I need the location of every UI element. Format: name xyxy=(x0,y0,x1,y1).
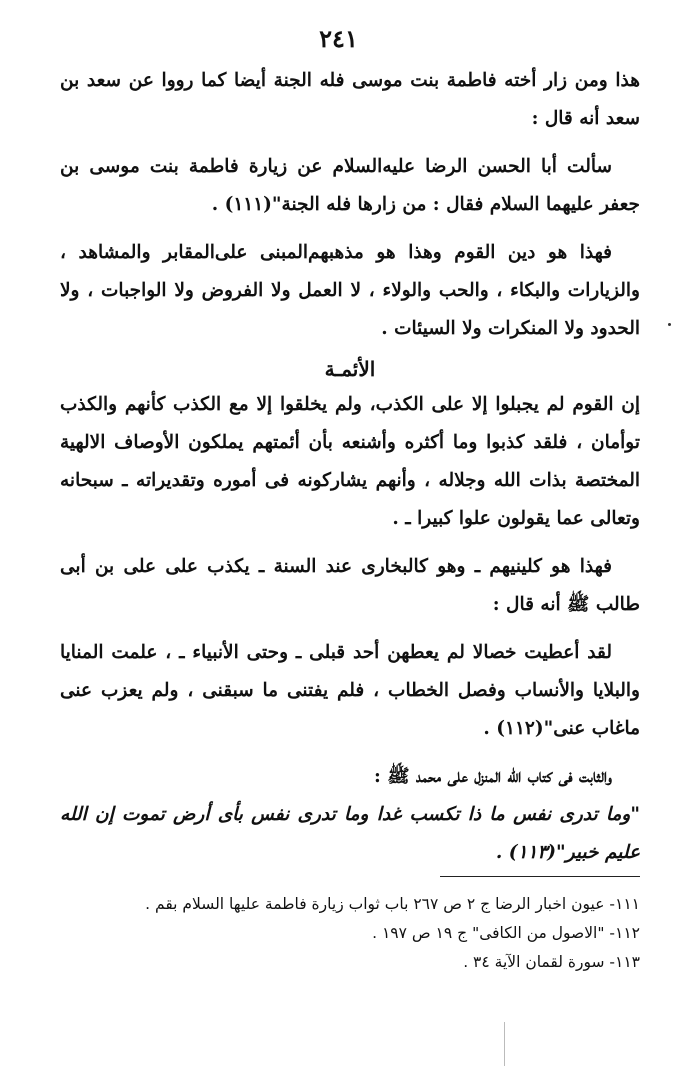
paragraph-5: فهذا هو كلينيهم ـ وهو كالبخارى عند السنة ـ يكذب على على بن أبى طالب ﷺ أنه قال : xyxy=(60,556,640,615)
footnote-separator xyxy=(440,876,640,877)
margin-mark xyxy=(668,323,671,326)
paragraph-2: سألت أبا الحسن الرضا عليه‌السلام عن زيارة فاطمة بنت موسى بن جعفر عليهما السلام فقال : من زارها فله الجنة"(١١١) . xyxy=(60,156,640,215)
footnote-113: ١١٣- سورة لقمان الآية ٣٤ . xyxy=(463,953,640,971)
footnote-112: ١١٢- "الاصول من الكافى" ج ١٩ ص ١٩٧ . xyxy=(372,924,640,942)
page-number: ٢٤١ xyxy=(319,24,358,53)
paragraph-6: لقد أعطيت خصالا لم يعطهن أحد قبلى ـ وحتى الأنبياء ـ ، علمت المنايا والبلايا والأنساب وفصل الخطاب ، فلم يفتنى ما سبقنى ، ولم يعزب عنى ماغاب عنى"(١١٢) . xyxy=(60,642,640,739)
footnote-111: ١١١- عيون اخبار الرضا ج ٢ ص ٢٦٧ باب ثواب زيارة فاطمة عليها السلام بقم . xyxy=(145,895,640,913)
gutter-line xyxy=(504,1022,505,1066)
main-text xyxy=(60,62,640,872)
paragraph-1: هذا ومن زار أخته فاطمة بنت موسى فله الجنة أيضا كما رووا عن سعد بن سعد أنه قال : xyxy=(60,70,640,129)
paragraph-7: والثابت فى كتاب الله المنزل على محمد ﷺ : xyxy=(373,766,612,787)
section-heading: الأئمـة xyxy=(324,357,376,381)
paragraph-4: إن القوم لم يجبلوا إلا على الكذب، ولم يخلقوا إلا مع الكذب كأنهم والكذب توأمان ، فلقد كذبوا وما أكثره وأشنعه بأن أئمتهم يملكون الأوصاف الالهية المختصة بذات الله وجلاله ، وأنهم يشاركونه فى أموره وتقديراته ـ سبحانه وتعالى عما يقولون علوا كبيرا ـ . xyxy=(60,394,640,529)
quran-quote: "وما تدرى نفس ما ذا تكسب غدا وما تدرى نفس بأى أرض تموت إن الله عليم خبير"(١١٣) . xyxy=(60,804,640,863)
paragraph-3: فهذا هو دين القوم وهذا هو مذهبهم‌المبنى على‌المقابر والمشاهد ، والزيارات والبكاء ، والحب والولاء ، لا العمل ولا الفروض ولا الواجبات ، ولا الحدود ولا المنكرات ولا السيئات . xyxy=(60,242,640,339)
footnotes xyxy=(60,890,640,977)
